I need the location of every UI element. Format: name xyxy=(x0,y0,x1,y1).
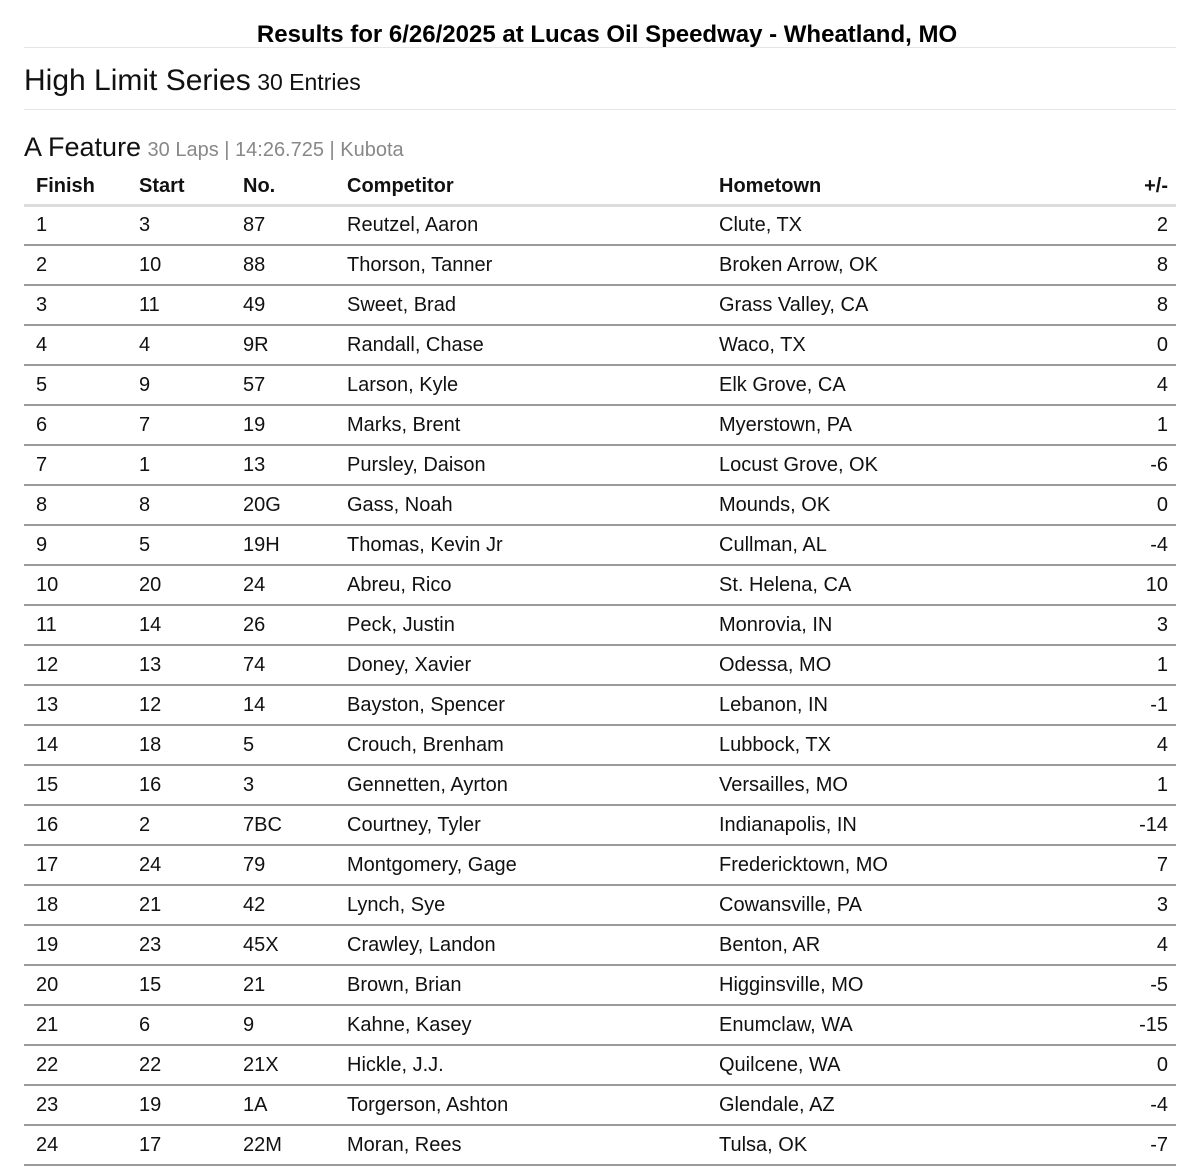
start-cell: 24 xyxy=(127,845,231,885)
competitor-cell: Marks, Brent xyxy=(335,405,707,445)
start-cell: 23 xyxy=(127,925,231,965)
start-cell: 15 xyxy=(127,965,231,1005)
table-row xyxy=(24,1005,1176,1045)
table-row xyxy=(24,1125,1176,1165)
finish-cell: 24 xyxy=(24,1125,127,1165)
table-row xyxy=(24,485,1176,525)
event-header xyxy=(24,110,1176,169)
table-row xyxy=(24,565,1176,605)
start-cell: 6 xyxy=(127,1005,231,1045)
finish-cell: 11 xyxy=(24,605,127,645)
hometown-cell: Monrovia, IN xyxy=(707,605,1027,645)
series-entries: 30 Entries xyxy=(257,69,361,95)
table-row xyxy=(24,285,1176,325)
plus-minus-cell: -4 xyxy=(1027,1085,1176,1125)
finish-cell: 1 xyxy=(24,205,127,245)
table-row xyxy=(24,605,1176,645)
hometown-cell: Fredericktown, MO xyxy=(707,845,1027,885)
finish-cell: 21 xyxy=(24,1005,127,1045)
car-number-cell: 87 xyxy=(231,205,335,245)
car-number-cell: 45X xyxy=(231,925,335,965)
competitor-cell: Kahne, Kasey xyxy=(335,1005,707,1045)
plus-minus-cell: 8 xyxy=(1027,285,1176,325)
competitor-cell: Abreu, Rico xyxy=(335,565,707,605)
table-row xyxy=(24,525,1176,565)
finish-cell: 7 xyxy=(24,445,127,485)
series-header xyxy=(24,48,1176,110)
table-row xyxy=(24,1045,1176,1085)
finish-cell: 5 xyxy=(24,365,127,405)
start-cell: 3 xyxy=(127,205,231,245)
car-number-cell: 79 xyxy=(231,845,335,885)
car-number-cell: 1A xyxy=(231,1085,335,1125)
competitor-cell: Bayston, Spencer xyxy=(335,685,707,725)
table-row xyxy=(24,885,1176,925)
finish-cell: 19 xyxy=(24,925,127,965)
table-row xyxy=(24,725,1176,765)
car-number-cell: 57 xyxy=(231,365,335,405)
car-number-cell: 49 xyxy=(231,285,335,325)
competitor-cell: Doney, Xavier xyxy=(335,645,707,685)
hometown-cell: Lubbock, TX xyxy=(707,725,1027,765)
hometown-cell: Higginsville, MO xyxy=(707,965,1027,1005)
plus-minus-cell: 2 xyxy=(1027,205,1176,245)
table-row xyxy=(24,445,1176,485)
column-header-finish[interactable]: Finish xyxy=(24,169,127,205)
finish-cell: 18 xyxy=(24,885,127,925)
finish-cell: 2 xyxy=(24,245,127,285)
plus-minus-cell: 1 xyxy=(1027,405,1176,445)
hometown-cell: Grass Valley, CA xyxy=(707,285,1027,325)
plus-minus-cell: 0 xyxy=(1027,1045,1176,1085)
plus-minus-cell: -5 xyxy=(1027,965,1176,1005)
plus-minus-cell: 4 xyxy=(1027,365,1176,405)
hometown-cell: Broken Arrow, OK xyxy=(707,245,1027,285)
plus-minus-cell: -6 xyxy=(1027,445,1176,485)
finish-cell: 13 xyxy=(24,685,127,725)
table-row xyxy=(24,765,1176,805)
plus-minus-cell: -4 xyxy=(1027,525,1176,565)
finish-cell: 6 xyxy=(24,405,127,445)
car-number-cell: 42 xyxy=(231,885,335,925)
plus-minus-cell: -14 xyxy=(1027,805,1176,845)
start-cell: 19 xyxy=(127,1085,231,1125)
table-row xyxy=(24,685,1176,725)
table-row xyxy=(24,1085,1176,1125)
competitor-cell: Hickle, J.J. xyxy=(335,1045,707,1085)
finish-cell: 23 xyxy=(24,1085,127,1125)
plus-minus-cell: 4 xyxy=(1027,925,1176,965)
competitor-cell: Sweet, Brad xyxy=(335,285,707,325)
car-number-cell: 14 xyxy=(231,685,335,725)
plus-minus-cell: 7 xyxy=(1027,845,1176,885)
competitor-cell: Reutzel, Aaron xyxy=(335,205,707,245)
table-row xyxy=(24,805,1176,845)
start-cell: 16 xyxy=(127,765,231,805)
competitor-cell: Moran, Rees xyxy=(335,1125,707,1165)
series-name: High Limit Series xyxy=(24,64,251,97)
car-number-cell: 13 xyxy=(231,445,335,485)
car-number-cell: 88 xyxy=(231,245,335,285)
hometown-cell: Elk Grove, CA xyxy=(707,365,1027,405)
hometown-cell: Clute, TX xyxy=(707,205,1027,245)
plus-minus-cell: 1 xyxy=(1027,645,1176,685)
competitor-cell: Courtney, Tyler xyxy=(335,805,707,845)
competitor-cell: Randall, Chase xyxy=(335,325,707,365)
hometown-cell: Cullman, AL xyxy=(707,525,1027,565)
finish-cell: 14 xyxy=(24,725,127,765)
table-row xyxy=(24,325,1176,365)
finish-cell: 10 xyxy=(24,565,127,605)
competitor-cell: Lynch, Sye xyxy=(335,885,707,925)
finish-cell: 12 xyxy=(24,645,127,685)
car-number-cell: 9R xyxy=(231,325,335,365)
start-cell: 7 xyxy=(127,405,231,445)
hometown-cell: Locust Grove, OK xyxy=(707,445,1027,485)
start-cell: 1 xyxy=(127,445,231,485)
hometown-cell: Versailles, MO xyxy=(707,765,1027,805)
table-row xyxy=(24,845,1176,885)
finish-cell: 15 xyxy=(24,765,127,805)
hometown-cell: Glendale, AZ xyxy=(707,1085,1027,1125)
plus-minus-cell: 8 xyxy=(1027,245,1176,285)
finish-cell: 17 xyxy=(24,845,127,885)
table-row xyxy=(24,965,1176,1005)
plus-minus-cell: -1 xyxy=(1027,685,1176,725)
car-number-cell: 7BC xyxy=(231,805,335,845)
competitor-cell: Pursley, Daison xyxy=(335,445,707,485)
table-row xyxy=(24,645,1176,685)
column-header-start[interactable]: Start xyxy=(127,169,231,205)
car-number-cell: 3 xyxy=(231,765,335,805)
car-number-cell: 26 xyxy=(231,605,335,645)
plus-minus-cell: 0 xyxy=(1027,325,1176,365)
table-row xyxy=(24,925,1176,965)
table-row xyxy=(24,405,1176,445)
competitor-cell: Peck, Justin xyxy=(335,605,707,645)
plus-minus-cell: -15 xyxy=(1027,1005,1176,1045)
competitor-cell: Thomas, Kevin Jr xyxy=(335,525,707,565)
hometown-cell: Quilcene, WA xyxy=(707,1045,1027,1085)
competitor-cell: Montgomery, Gage xyxy=(335,845,707,885)
finish-cell: 20 xyxy=(24,965,127,1005)
competitor-cell: Gass, Noah xyxy=(335,485,707,525)
start-cell: 4 xyxy=(127,325,231,365)
start-cell: 13 xyxy=(127,645,231,685)
finish-cell: 8 xyxy=(24,485,127,525)
plus-minus-cell: 1 xyxy=(1027,765,1176,805)
plus-minus-cell: 3 xyxy=(1027,605,1176,645)
competitor-cell: Torgerson, Ashton xyxy=(335,1085,707,1125)
event-name: A Feature xyxy=(24,132,142,162)
results-title: Results for 6/26/2025 at Lucas Oil Speedway - Wheatland, MO xyxy=(24,0,1176,48)
results-body xyxy=(24,205,1176,1165)
car-number-cell: 19 xyxy=(231,405,335,445)
start-cell: 8 xyxy=(127,485,231,525)
start-cell: 18 xyxy=(127,725,231,765)
start-cell: 2 xyxy=(127,805,231,845)
car-number-cell: 21 xyxy=(231,965,335,1005)
column-header-competitor[interactable]: Competitor xyxy=(335,169,707,205)
plus-minus-cell: 4 xyxy=(1027,725,1176,765)
column-header-number[interactable]: No. xyxy=(231,169,335,205)
hometown-cell: Tulsa, OK xyxy=(707,1125,1027,1165)
start-cell: 14 xyxy=(127,605,231,645)
table-row xyxy=(24,365,1176,405)
hometown-cell: Lebanon, IN xyxy=(707,685,1027,725)
hometown-cell: Waco, TX xyxy=(707,325,1027,365)
hometown-cell: St. Helena, CA xyxy=(707,565,1027,605)
hometown-cell: Indianapolis, IN xyxy=(707,805,1027,845)
event-meta: 30 Laps | 14:26.725 | Kubota xyxy=(147,139,404,161)
finish-cell: 16 xyxy=(24,805,127,845)
start-cell: 17 xyxy=(127,1125,231,1165)
hometown-cell: Mounds, OK xyxy=(707,485,1027,525)
table-row xyxy=(24,245,1176,285)
finish-cell: 3 xyxy=(24,285,127,325)
car-number-cell: 9 xyxy=(231,1005,335,1045)
competitor-cell: Crouch, Brenham xyxy=(335,725,707,765)
car-number-cell: 74 xyxy=(231,645,335,685)
car-number-cell: 22M xyxy=(231,1125,335,1165)
car-number-cell: 21X xyxy=(231,1045,335,1085)
hometown-cell: Odessa, MO xyxy=(707,645,1027,685)
competitor-cell: Brown, Brian xyxy=(335,965,707,1005)
start-cell: 9 xyxy=(127,365,231,405)
plus-minus-cell: 10 xyxy=(1027,565,1176,605)
car-number-cell: 19H xyxy=(231,525,335,565)
start-cell: 5 xyxy=(127,525,231,565)
table-header-row xyxy=(24,169,1176,205)
competitor-cell: Gennetten, Ayrton xyxy=(335,765,707,805)
table-row xyxy=(24,205,1176,245)
column-header-hometown[interactable]: Hometown xyxy=(707,169,1027,205)
start-cell: 20 xyxy=(127,565,231,605)
finish-cell: 9 xyxy=(24,525,127,565)
hometown-cell: Cowansville, PA xyxy=(707,885,1027,925)
plus-minus-cell: 0 xyxy=(1027,485,1176,525)
start-cell: 12 xyxy=(127,685,231,725)
car-number-cell: 5 xyxy=(231,725,335,765)
car-number-cell: 20G xyxy=(231,485,335,525)
finish-cell: 22 xyxy=(24,1045,127,1085)
hometown-cell: Benton, AR xyxy=(707,925,1027,965)
plus-minus-cell: 3 xyxy=(1027,885,1176,925)
start-cell: 10 xyxy=(127,245,231,285)
finish-cell: 4 xyxy=(24,325,127,365)
competitor-cell: Larson, Kyle xyxy=(335,365,707,405)
competitor-cell: Thorson, Tanner xyxy=(335,245,707,285)
results-page xyxy=(24,0,1176,1166)
column-header-plus-minus[interactable]: +/- xyxy=(1027,169,1176,205)
results-table xyxy=(24,169,1176,1166)
start-cell: 21 xyxy=(127,885,231,925)
hometown-cell: Enumclaw, WA xyxy=(707,1005,1027,1045)
hometown-cell: Myerstown, PA xyxy=(707,405,1027,445)
start-cell: 11 xyxy=(127,285,231,325)
plus-minus-cell: -7 xyxy=(1027,1125,1176,1165)
start-cell: 22 xyxy=(127,1045,231,1085)
car-number-cell: 24 xyxy=(231,565,335,605)
competitor-cell: Crawley, Landon xyxy=(335,925,707,965)
